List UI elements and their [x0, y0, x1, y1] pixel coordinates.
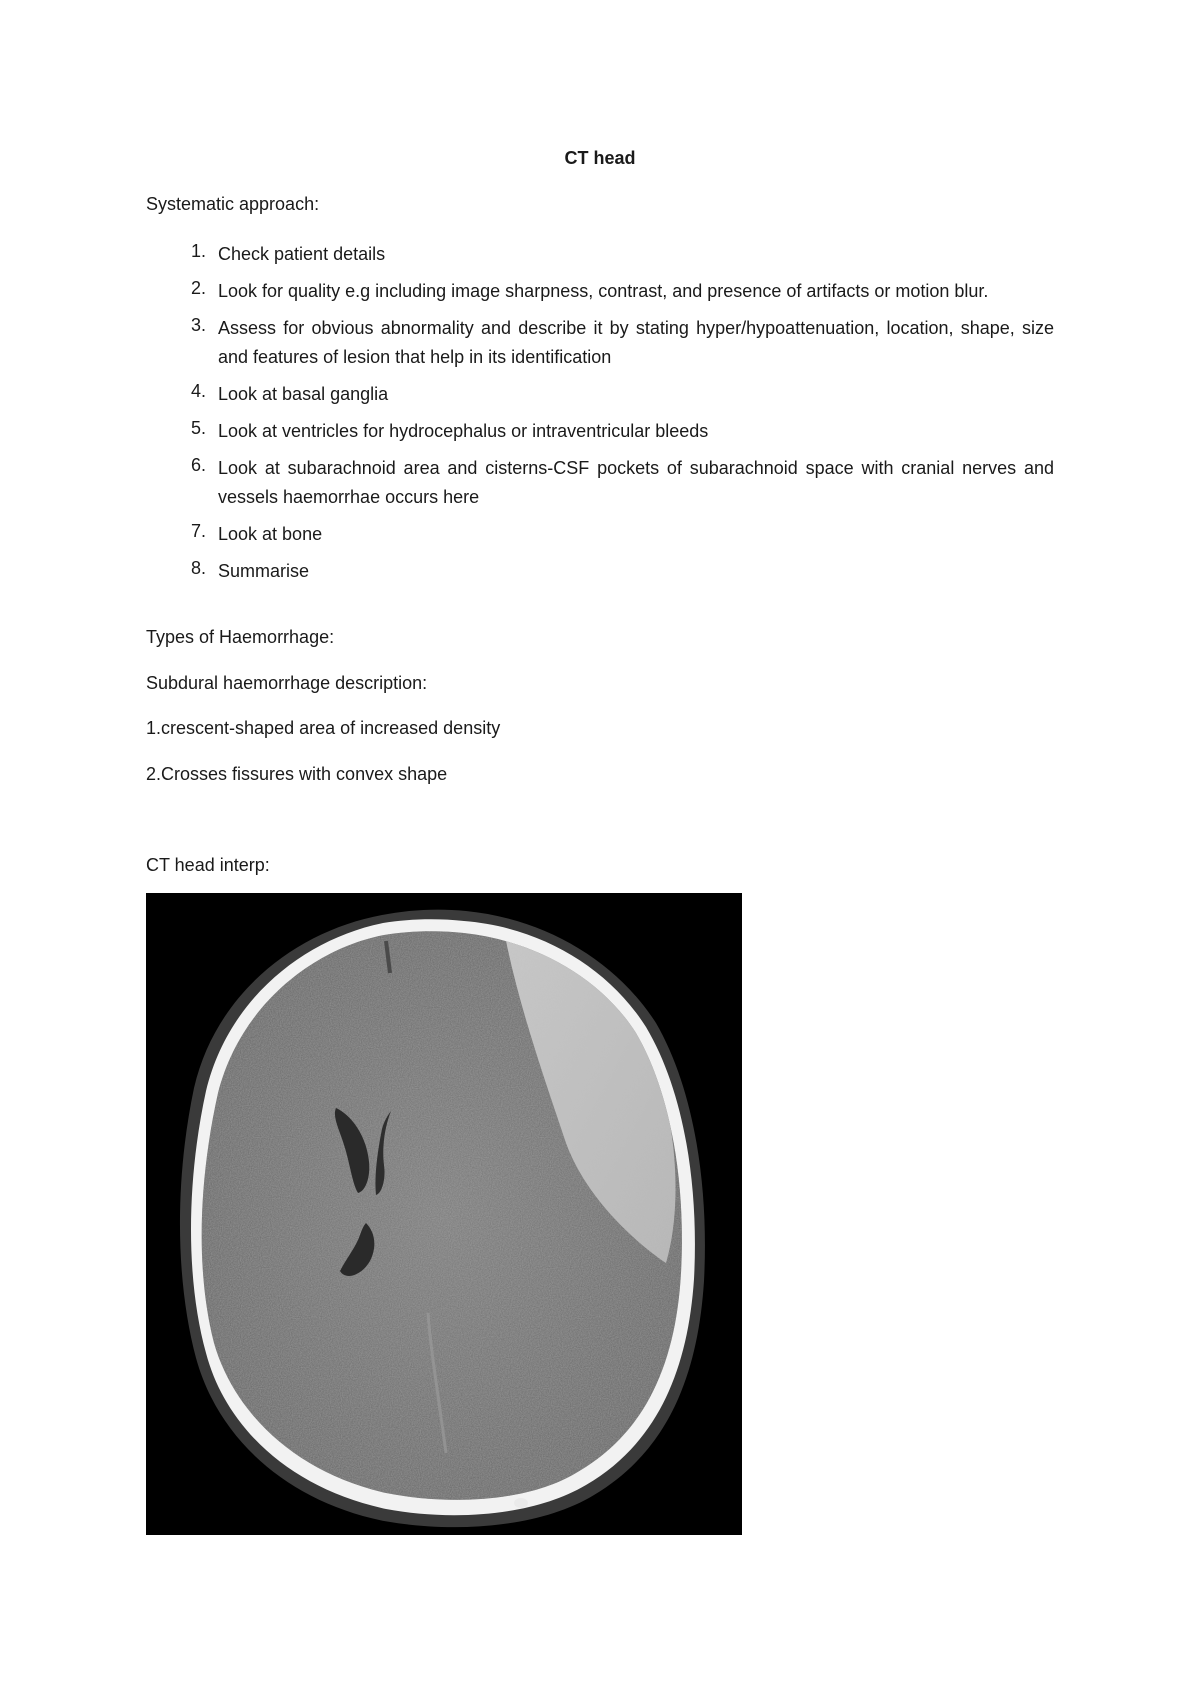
list-number: 2. — [190, 278, 206, 298]
list-number: 1. — [190, 241, 206, 261]
subdural-description-heading: Subdural haemorrhage description: — [146, 673, 428, 693]
list-text: Look at basal ganglia — [218, 384, 389, 404]
list-item — [146, 380, 1054, 409]
list-number: 7. — [190, 521, 206, 541]
list-item — [146, 520, 1054, 549]
ct-interp-heading: CT head interp: — [146, 855, 270, 875]
list-text: Look at bone — [218, 524, 323, 544]
list-text: Summarise — [218, 561, 310, 581]
list-item — [146, 240, 1054, 269]
list-item — [146, 454, 1054, 512]
list-text: Look for quality e.g including image sharpness, contrast, and presence of artifacts or motion blur. — [218, 281, 989, 301]
systematic-steps-list — [146, 240, 1054, 594]
list-number: 4. — [190, 381, 206, 401]
page-title: CT head — [564, 148, 636, 168]
list-number: 5. — [190, 418, 206, 438]
list-number: 3. — [190, 315, 206, 335]
list-number: 8. — [190, 558, 206, 578]
systematic-approach-heading: Systematic approach: — [146, 194, 320, 214]
subdural-point-1: 1.crescent-shaped area of increased density — [146, 718, 501, 738]
list-text: Look at ventricles for hydrocephalus or intraventricular bleeds — [218, 421, 709, 441]
list-item — [146, 417, 1054, 446]
list-number: 6. — [190, 455, 206, 475]
list-item — [146, 557, 1054, 586]
list-item — [146, 277, 1054, 306]
list-text: Look at subarachnoid area and cisterns-CSF pockets of subarachnoid space with cranial nerves and vessels haemorrhae occurs here — [218, 458, 1054, 507]
list-item — [146, 314, 1054, 372]
list-text: Check patient details — [218, 244, 386, 264]
ct-head-scan-image — [146, 893, 742, 1535]
haemorrhage-types-heading: Types of Haemorrhage: — [146, 627, 335, 647]
subdural-point-2: 2.Crosses fissures with convex shape — [146, 764, 448, 784]
list-text: Assess for obvious abnormality and describe it by stating hyper/hypoattenuation, location, shape, size and features of lesion that help in its identification — [218, 318, 1054, 367]
